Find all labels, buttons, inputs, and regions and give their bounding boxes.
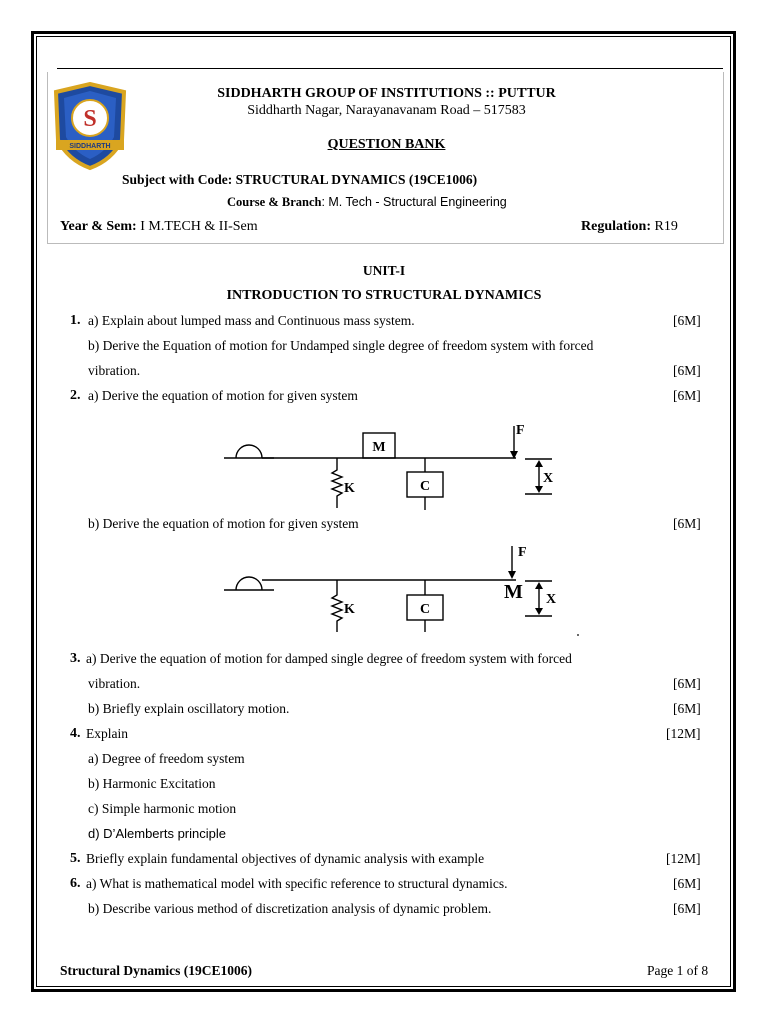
q2b-text: b) Derive the equation of motion for given system: [88, 516, 359, 531]
fig1-mass-label: M: [372, 440, 386, 455]
hinge-support: [236, 445, 262, 458]
institution-name: SIDDHARTH GROUP OF INSTITUTIONS :: PUTTUR: [217, 86, 556, 101]
fig1-force-label: F: [516, 423, 525, 438]
q6a-text: a) What is mathematical model with specific reference to structural dynamics.: [86, 876, 508, 891]
year-value: I M.TECH & II-Sem: [140, 219, 258, 234]
q6b-text: b) Describe various method of discretization analysis of dynamic problem.: [88, 901, 492, 916]
q5-number: 5.: [70, 851, 81, 866]
subject-value: STRUCTURAL DYNAMICS (19CE1006): [235, 172, 478, 187]
q2-number: 2.: [70, 388, 81, 403]
fig2-disp-label: X: [546, 592, 557, 607]
fig2-spring-label: K: [344, 602, 355, 617]
q4-marks: [12M]: [666, 726, 701, 741]
q1b-marks: [6M]: [673, 363, 701, 378]
q2a-marks: [6M]: [673, 388, 701, 403]
q3a-marks: [6M]: [673, 676, 701, 691]
q4c-text: c) Simple harmonic motion: [88, 801, 237, 816]
subject-line: [122, 172, 477, 188]
q1a-marks: [6M]: [673, 313, 701, 328]
institution-address: Siddharth Nagar, Narayanavanam Road – 517583: [247, 103, 526, 118]
course-label: Course & Branch: [227, 195, 322, 209]
svg-text:S: S: [83, 106, 97, 132]
subject-label: Subject with Code:: [122, 172, 233, 187]
q4a-text: a) Degree of freedom system: [88, 751, 245, 766]
fig2-mass-label: M: [504, 581, 523, 603]
q1b-text-line2: vibration.: [88, 363, 141, 378]
header-rule: [57, 68, 723, 69]
unit-subtitle: INTRODUCTION TO STRUCTURAL DYNAMICS: [226, 288, 542, 303]
q6a-marks: [6M]: [673, 876, 701, 891]
q1a-text: a) Explain about lumped mass and Continuous mass system.: [88, 313, 415, 328]
footer-subject: Structural Dynamics (19CE1006): [60, 963, 252, 978]
q1b-text-line1: b) Derive the Equation of motion for Undamped single degree of freedom system with forced: [88, 338, 594, 353]
footer-page-number: Page 1 of 8: [647, 963, 709, 978]
fig1-spring-label: K: [344, 481, 355, 496]
regulation-label: Regulation:: [581, 219, 651, 234]
q5-marks: [12M]: [666, 851, 701, 866]
course-line: [227, 195, 507, 210]
spring: [332, 458, 342, 508]
q5-text: Briefly explain fundamental objectives of dynamic analysis with example: [86, 851, 485, 866]
svg-text:SIDDHARTH: SIDDHARTH: [69, 143, 111, 150]
unit-title: UNIT-I: [362, 263, 406, 278]
q3b-text: b) Briefly explain oscillatory motion.: [88, 701, 290, 716]
q3b-marks: [6M]: [673, 701, 701, 716]
q2a-text: a) Derive the equation of motion for given system: [88, 388, 358, 403]
q3-number: 3.: [70, 651, 81, 666]
course-value: : M. Tech - Structural Engineering: [321, 195, 507, 209]
figure-2-sdof-system: [220, 540, 590, 640]
regulation-line: [581, 219, 678, 235]
fig1-damper-label: C: [419, 479, 431, 494]
regulation-value: R19: [654, 219, 678, 234]
q6-number: 6.: [70, 876, 81, 891]
q2b-marks: [6M]: [673, 516, 701, 531]
q4-text: Explain: [86, 726, 128, 741]
hinge-support: [236, 577, 262, 590]
q4b-text: b) Harmonic Excitation: [88, 776, 216, 791]
fig2-force-label: F: [518, 545, 527, 560]
q4d-text: d) D’Alemberts principle: [88, 826, 226, 841]
spring: [332, 580, 342, 632]
q3a-text-line2: vibration.: [88, 676, 141, 691]
q4-number: 4.: [70, 726, 81, 741]
year-line: [60, 219, 258, 235]
fig2-damper-label: C: [419, 602, 431, 617]
fig1-disp-label: X: [543, 471, 554, 486]
q3a-text-line1: a) Derive the equation of motion for damped single degree of freedom system with forced: [86, 651, 572, 666]
document-title: QUESTION BANK: [327, 137, 446, 152]
figure-1-sdof-system: [220, 420, 570, 512]
q6b-marks: [6M]: [673, 901, 701, 916]
q1-number: 1.: [70, 313, 81, 328]
year-label: Year & Sem:: [60, 219, 137, 234]
